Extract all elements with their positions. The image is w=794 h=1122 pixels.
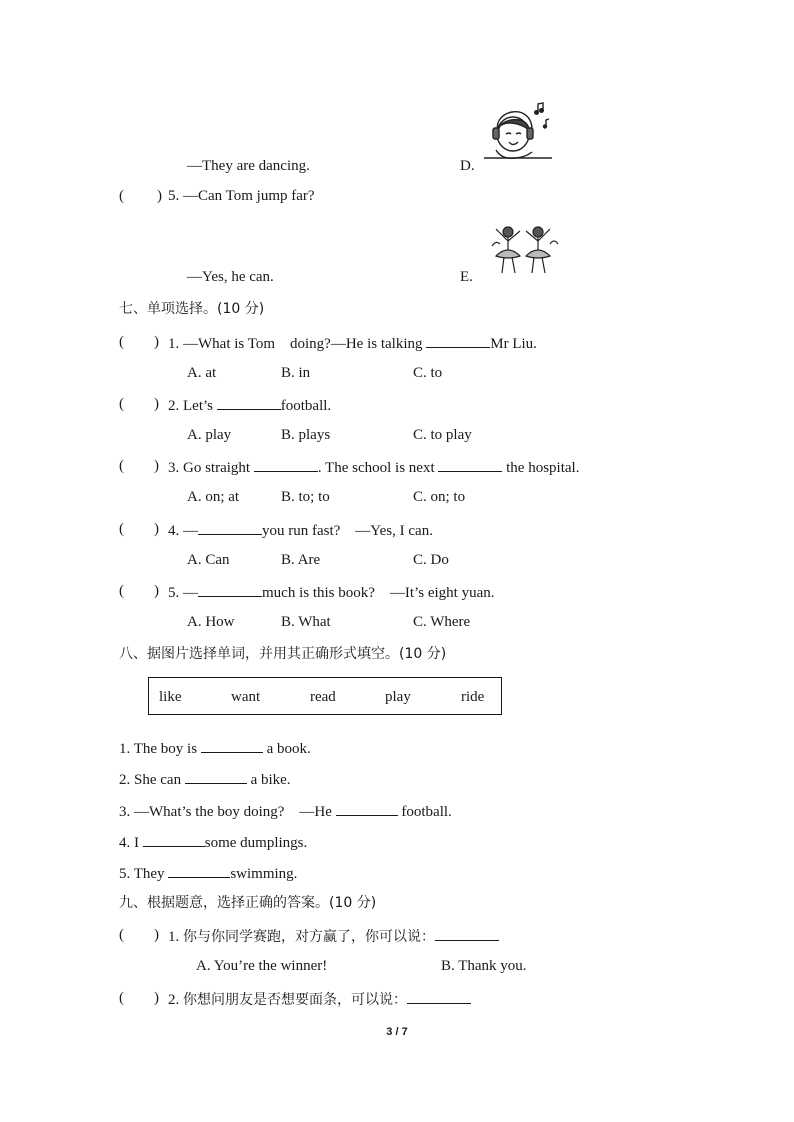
section9-title: 九、根据题意，选择正确的答案。(10 分)	[119, 895, 377, 911]
q5-paren-open: (	[119, 188, 124, 204]
fill-item-5	[119, 863, 297, 883]
fill-item-5-pre: 5. They	[119, 866, 169, 882]
pic-label-d: D.	[460, 158, 475, 174]
q7-2-pre: Let’s	[183, 398, 217, 414]
q7-3-question	[168, 457, 579, 477]
q7-3-option-a[interactable]: A. on; at	[187, 489, 240, 505]
q7-3-post: the hospital.	[502, 460, 580, 476]
q9-1-question	[168, 926, 499, 946]
q9-2-num: 2.	[168, 992, 180, 1008]
fill-item-5-blank[interactable]	[168, 863, 230, 878]
word-bank-word: want	[231, 689, 261, 705]
q7-1-option-a[interactable]: A. at	[187, 365, 217, 381]
word-bank-word: ride	[461, 689, 485, 705]
q7-5-option-a[interactable]: A. How	[187, 614, 235, 630]
q7-2-option-a[interactable]: A. play	[187, 427, 232, 443]
q9-1-option-b[interactable]: B. Thank you.	[441, 958, 527, 974]
fill-item-4-blank[interactable]	[143, 832, 205, 847]
word-bank-word: like	[159, 689, 182, 705]
q7-5-pre: —	[183, 585, 198, 601]
fill-item-2	[119, 769, 291, 789]
q7-5-option-c[interactable]: C. Where	[413, 614, 471, 630]
fill-item-1-blank[interactable]	[201, 738, 263, 753]
q7-3-option-b[interactable]: B. to; to	[281, 489, 330, 505]
q5-answer-text: —Yes, he can.	[187, 269, 274, 285]
q7-4-option-c[interactable]: C. Do	[413, 552, 449, 568]
q7-5-paren: ( )	[119, 583, 159, 599]
q7-1-post: Mr Liu.	[490, 336, 537, 352]
q7-4-option-b[interactable]: B. Are	[281, 552, 321, 568]
q7-1-question	[168, 333, 537, 353]
fill-item-4-pre: 4. I	[119, 835, 143, 851]
fill-item-2-blank[interactable]	[185, 769, 247, 784]
dancing-girls-icon	[488, 222, 560, 278]
fill-item-3-post: football.	[397, 804, 452, 820]
fill-item-1-pre: 1. The boy is	[119, 741, 201, 757]
q4-answer-text: —They are dancing.	[187, 158, 310, 174]
q9-2-question	[168, 989, 471, 1009]
q9-1-blank[interactable]	[435, 926, 499, 941]
fill-item-1	[119, 738, 311, 758]
q9-2-text: 你想问朋友是否想要面条，可以说：	[183, 992, 407, 1008]
fill-item-4	[119, 832, 307, 852]
q7-5-question	[168, 582, 494, 602]
q7-2-blank[interactable]	[217, 395, 281, 410]
q7-2-option-c[interactable]: C. to play	[413, 427, 472, 443]
q5-paren-close: )	[157, 188, 162, 204]
q7-2-post: football.	[280, 398, 332, 414]
fill-item-2-post: a bike.	[246, 772, 291, 788]
q7-5-post: much is this book? —It’s eight yuan.	[262, 585, 495, 601]
q7-5-num: 5.	[168, 585, 180, 601]
q9-1-paren: ( )	[119, 927, 159, 943]
q7-1-option-c[interactable]: C. to	[413, 365, 443, 381]
q7-1-num: 1.	[168, 336, 180, 352]
q5-question-text: 5. —Can Tom jump far?	[168, 188, 315, 204]
girl-with-headphones-icon	[482, 100, 554, 166]
q7-3-pre: Go straight	[183, 460, 254, 476]
fill-item-1-post: a book.	[262, 741, 311, 757]
q7-2-option-b[interactable]: B. plays	[281, 427, 331, 443]
q7-3-blank-1[interactable]	[254, 457, 318, 472]
q9-1-num: 1.	[168, 929, 180, 945]
fill-item-3-blank[interactable]	[336, 801, 398, 816]
page-number: 3 / 7	[386, 1026, 408, 1038]
q7-3-mid: . The school is next	[317, 460, 439, 476]
q7-2-question	[168, 395, 331, 415]
q9-1-option-a[interactable]: A. You’re the winner!	[196, 958, 328, 974]
q9-2-paren: ( )	[119, 990, 159, 1006]
q7-5-blank[interactable]	[198, 582, 262, 597]
q7-4-option-a[interactable]: A. Can	[187, 552, 230, 568]
section7-title: 七、单项选择。(10 分)	[119, 301, 265, 317]
q7-3-option-c[interactable]: C. on; to	[413, 489, 466, 505]
q7-1-blank[interactable]	[426, 333, 490, 348]
q7-4-num: 4.	[168, 523, 180, 539]
fill-item-3-pre: 3. —What’s the boy doing? —He	[119, 804, 336, 820]
q7-5-option-b[interactable]: B. What	[281, 614, 331, 630]
q7-3-paren: ( )	[119, 458, 159, 474]
word-bank-word: read	[310, 689, 336, 705]
q7-1-option-b[interactable]: B. in	[281, 365, 311, 381]
q9-2-blank[interactable]	[407, 989, 471, 1004]
word-bank-box	[148, 677, 502, 715]
pic-label-e: E.	[460, 269, 473, 285]
q7-4-pre: —	[183, 523, 198, 539]
q7-1-paren: ( )	[119, 334, 159, 350]
q7-2-paren: ( )	[119, 396, 159, 412]
q7-3-num: 3.	[168, 460, 180, 476]
fill-item-2-pre: 2. She can	[119, 772, 185, 788]
q7-4-question	[168, 520, 433, 540]
q7-3-blank-2[interactable]	[438, 457, 502, 472]
word-bank-word: play	[385, 689, 411, 705]
fill-item-3	[119, 801, 452, 821]
fill-item-4-post: some dumplings.	[204, 835, 308, 851]
q7-4-paren: ( )	[119, 521, 159, 537]
q7-1-pre: —What is Tom doing?—He is talking	[183, 336, 427, 352]
fill-item-5-post: swimming.	[230, 866, 298, 882]
q7-2-num: 2.	[168, 398, 180, 414]
q9-1-text: 你与你同学赛跑，对方赢了，你可以说：	[183, 929, 435, 945]
section8-title: 八、据图片选择单词，并用其正确形式填空。(10 分)	[119, 646, 447, 662]
q7-4-post: you run fast? —Yes, I can.	[262, 523, 433, 539]
q7-4-blank[interactable]	[198, 520, 262, 535]
